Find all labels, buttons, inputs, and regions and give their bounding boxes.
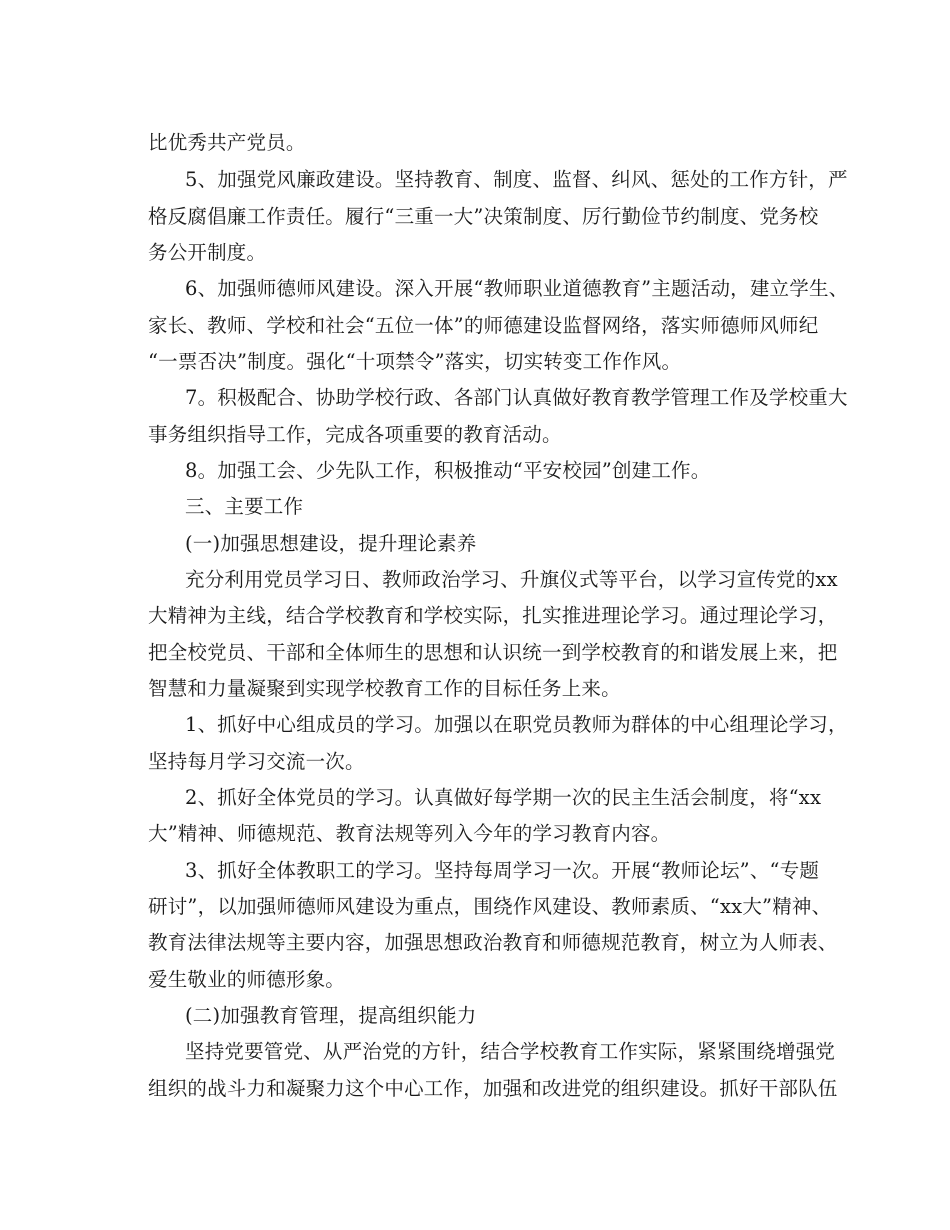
text-line: 坚持每月学习交流一次。 <box>148 750 365 773</box>
text-line: 8。加强工会、少先队工作，积极推动“平安校园”创建工作。 <box>185 459 711 482</box>
text-line: 3、抓好全体教职工的学习。坚持每周学习一次。开展“教师论坛”、“专题 <box>185 859 820 882</box>
text-line: 格反腐倡廉工作责任。履行“三重一大”决策制度、厉行勤俭节约制度、党务校 <box>148 205 819 228</box>
text-line: 教育法律法规等主要内容，加强思想政治教育和师德规范教育，树立为人师表、 <box>148 931 838 954</box>
text-line: 大”精神、师德规范、教育法规等列入今年的学习教育内容。 <box>148 822 671 845</box>
subsection-heading: (一)加强思想建设，提升理论素养 <box>185 532 477 555</box>
text-line: 家长、教师、学校和社会“五位一体”的师德建设监督网络，落实师德师风师纪 <box>148 314 819 337</box>
text-line: 5、加强党风廉政建设。坚持教育、制度、监督、纠风、惩处的工作方针，严 <box>185 168 848 191</box>
section-heading: 三、主要工作 <box>185 495 304 518</box>
text-line: 6、加强师德师风建设。深入开展“教师职业道德教育”主题活动，建立学生、 <box>185 277 849 300</box>
text-line: 组织的战斗力和凝聚力这个中心工作，加强和改进党的组织建设。抓好干部队伍 <box>148 1077 838 1100</box>
text-line: 智慧和力量凝聚到实现学校教育工作的目标任务上来。 <box>148 677 621 700</box>
text-line: 坚持党要管党、从严治党的方针，结合学校教育工作实际，紧紧围绕增强党 <box>185 1040 836 1063</box>
text-line: 2、抓好全体党员的学习。认真做好每学期一次的民主生活会制度，将“xx <box>185 786 822 809</box>
text-line: 爱生敬业的师德形象。 <box>148 968 346 991</box>
text-line: 研讨”，以加强师德师风建设为重点，围绕作风建设、教师素质、“xx大”精神、 <box>148 895 832 918</box>
text-line: 务公开制度。 <box>148 241 267 264</box>
text-line: 1、抓好中心组成员的学习。加强以在职党员教师为群体的中心组理论学习， <box>185 713 848 736</box>
text-line: 事务组织指导工作，完成各项重要的教育活动。 <box>148 423 562 446</box>
text-line: 把全校党员、干部和全体师生的思想和认识统一到学校教育的和谐发展上来，把 <box>148 641 838 664</box>
text-line: 比优秀共产党员。 <box>148 131 306 154</box>
text-line: 充分利用党员学习日、教师政治学习、升旗仪式等平台，以学习宣传党的xx <box>185 568 838 591</box>
subsection-heading: (二)加强教育管理，提高组织能力 <box>185 1004 477 1027</box>
text-line: “一票否决”制度。强化“十项禁令”落实，切实转变工作作风。 <box>148 350 682 373</box>
text-line: 大精神为主线，结合学校教育和学校实际，扎实推进理论学习。通过理论学习， <box>148 604 838 627</box>
text-line: 7。积极配合、协助学校行政、各部门认真做好教育教学管理工作及学校重大 <box>185 386 848 409</box>
